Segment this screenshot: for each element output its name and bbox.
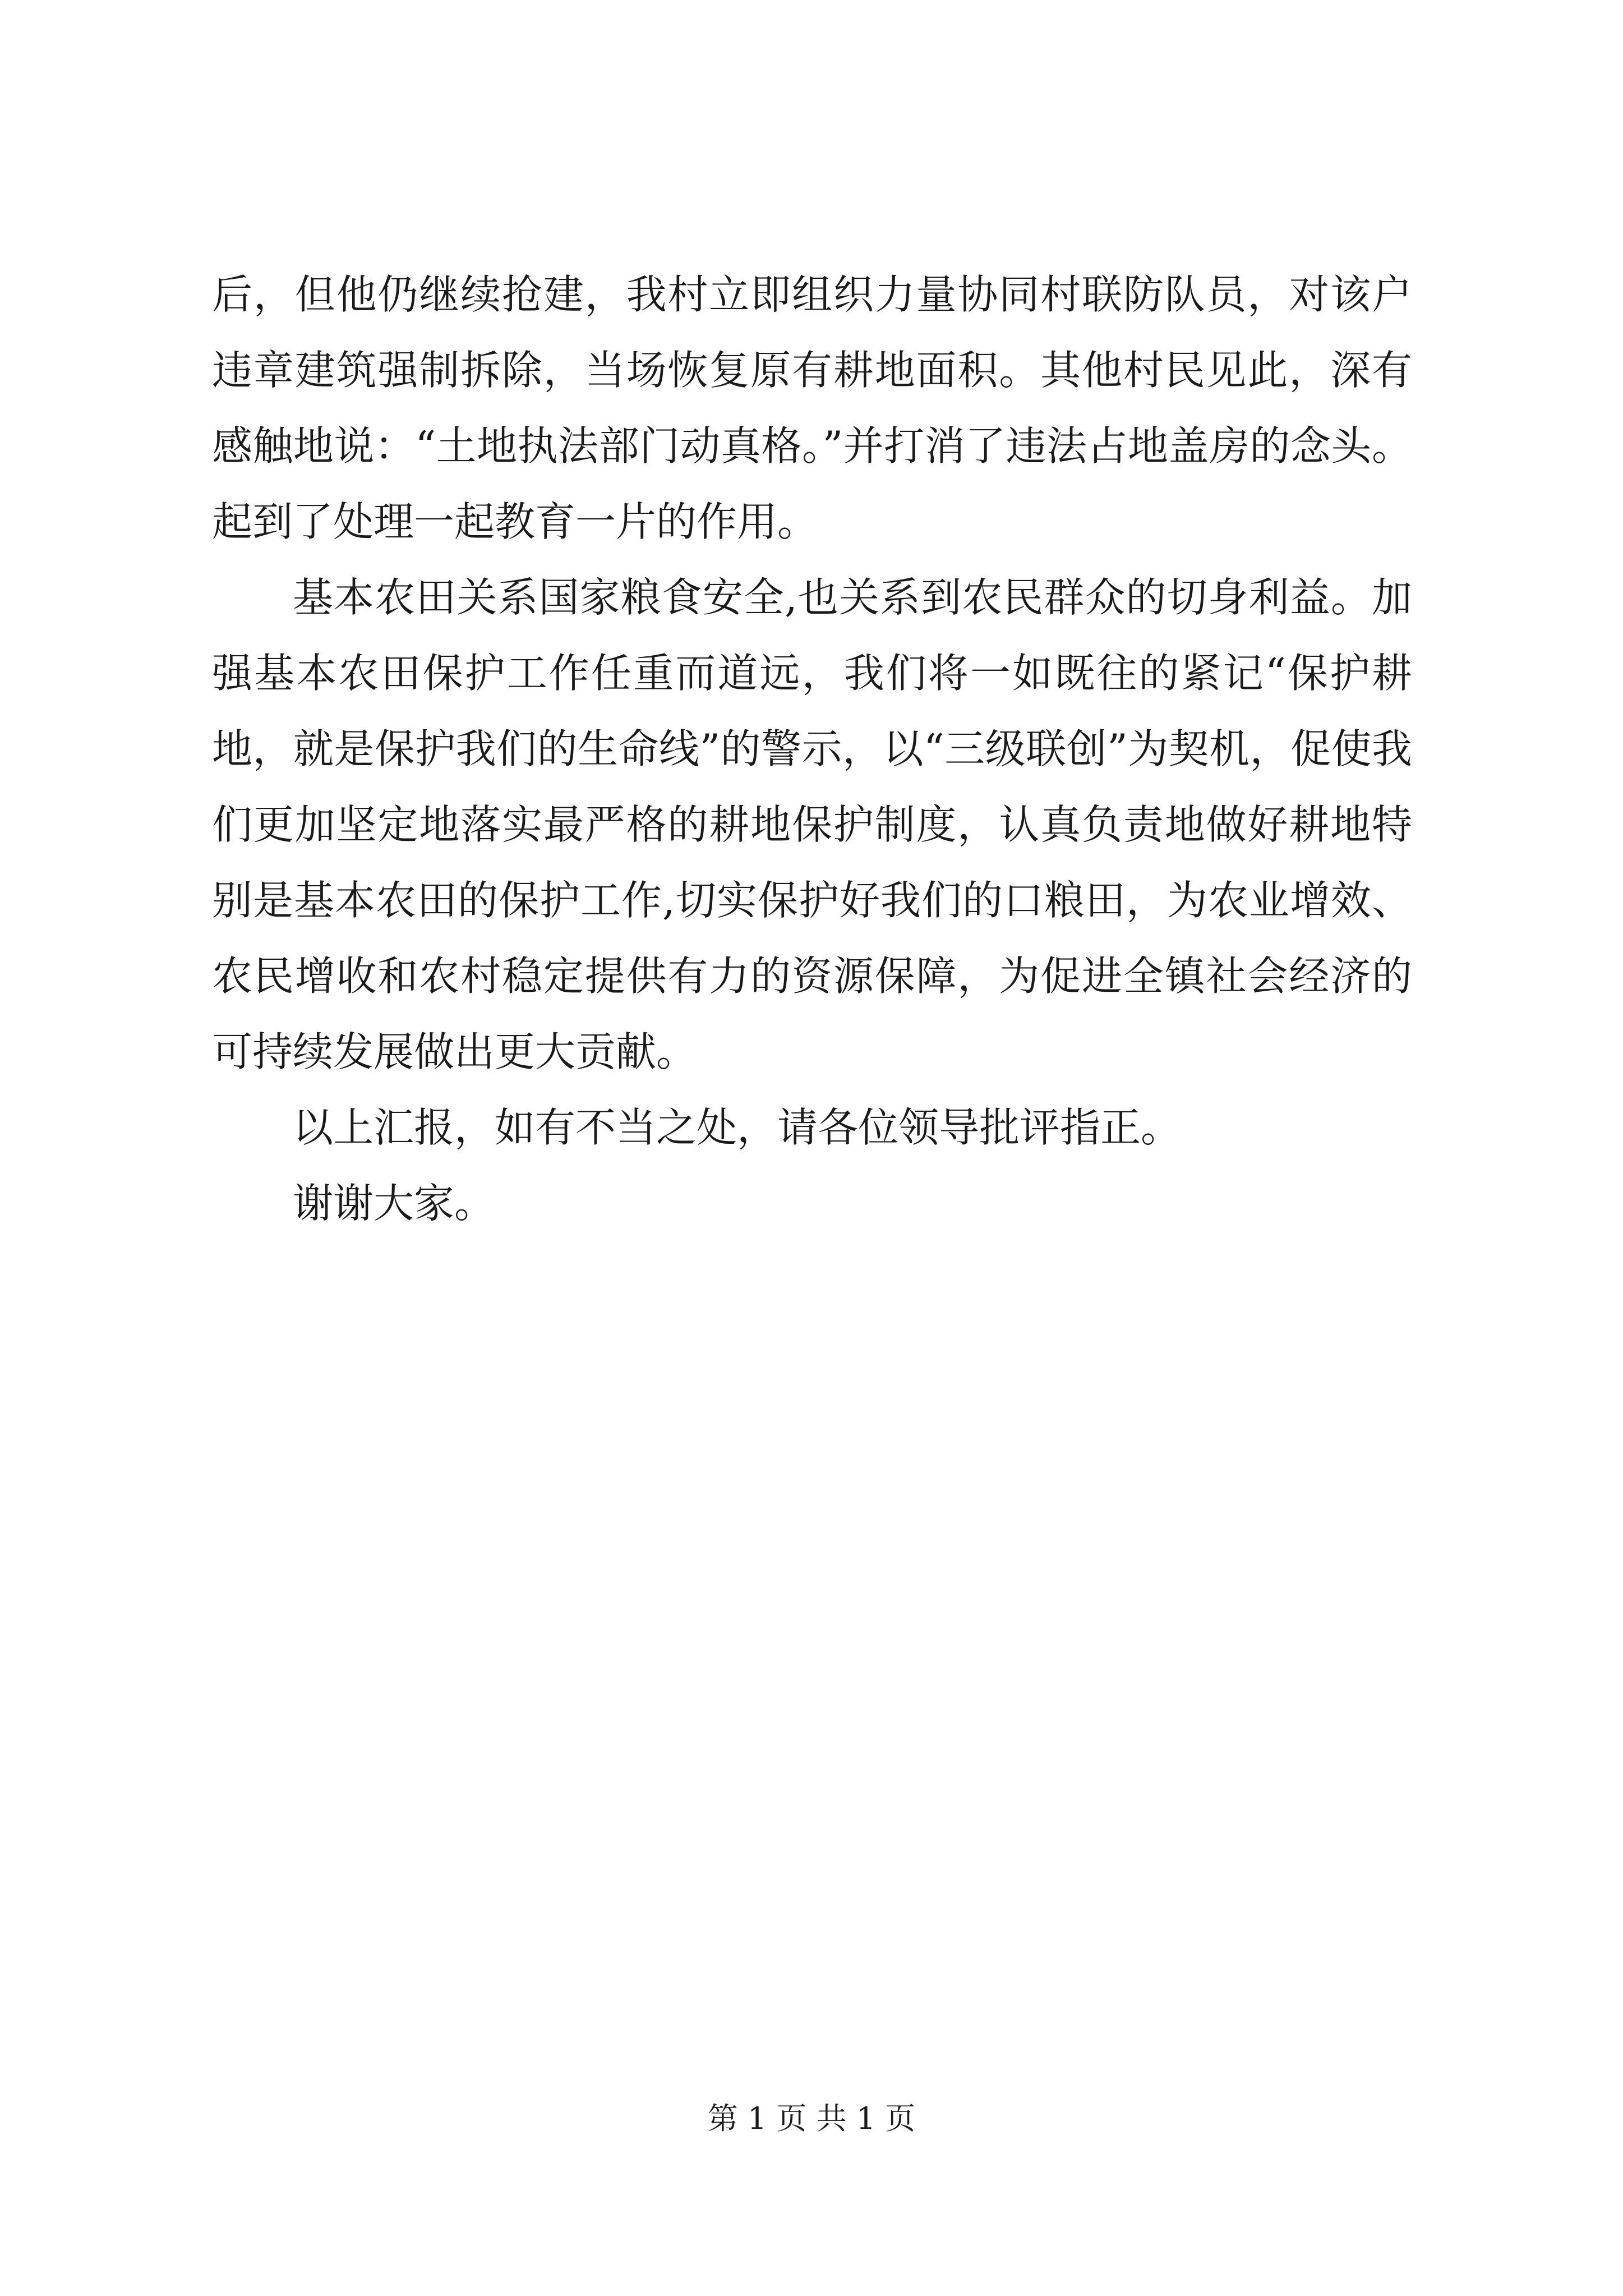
paragraph-2: 基本农田关系国家粮食安全,也关系到农民群众的切身利益。加强基本农田保护工作任重而道远，我们将一如既往的紧记“保护耕地，就是保护我们的生命线”的警示，以“三级联创”为契机，促使我们更加坚定地落实最严格的耕地保护制度，认真负责地做好耕地特别是基本农田的保护工作,切实保护好我们的口粮田，为农业增效、农民增收和农村稳定提供有力的资源保障，为促进全镇社会经济的可持续发展做出更大贡献。 <box>212 574 1412 1075</box>
paragraph-3: 以上汇报，如有不当之处，请各位领导批评指正。 <box>293 1104 1182 1151</box>
paragraph-1: 后，但他仍继续抢建，我村立即组织力量协同村联防队员，对该户违章建筑强制拆除，当场恢复原有耕地面积。其他村民见此，深有感触地说：“土地执法部门动真格。”并打消了违法占地盖房的念头。起到了处理一起教育一片的作用。 <box>212 271 1412 545</box>
document-body <box>212 257 1412 1241</box>
page-number-footer: 第 1 页 共 1 页 <box>707 2101 916 2136</box>
paragraph-4: 谢谢大家。 <box>293 1180 495 1227</box>
